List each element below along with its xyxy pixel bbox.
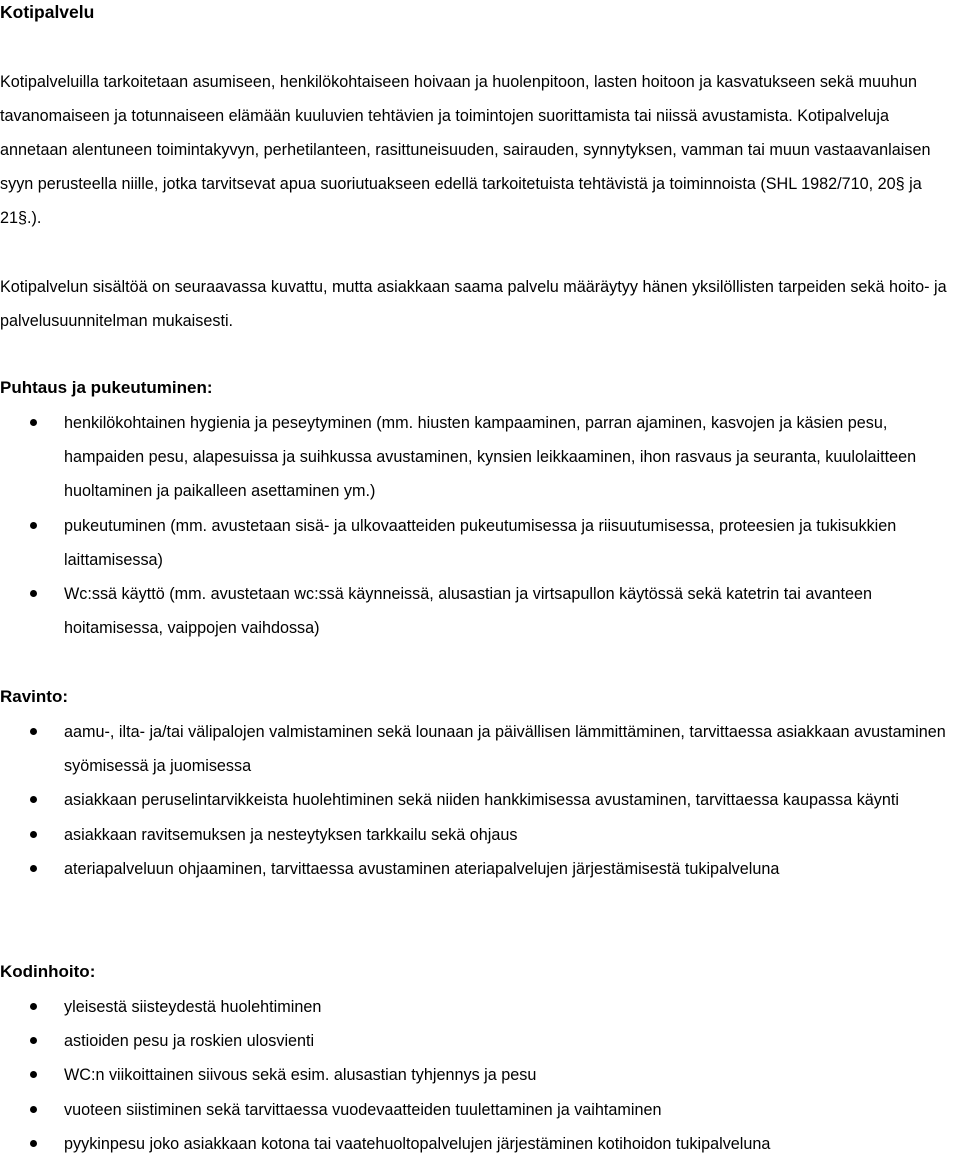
list-item: aamu-, ilta- ja/tai välipalojen valmistaminen sekä lounaan ja päivällisen lämmittäminen, tarvittaessa asiakkaan avustaminen syömisessä ja juomisessa [0,715,950,783]
bullet-icon [30,1106,37,1113]
bullet-icon [30,522,37,529]
bullet-icon [30,590,37,597]
list-item: vuoteen siistiminen sekä tarvittaessa vuodevaatteiden tuulettaminen ja vaihtaminen [0,1093,950,1127]
bullet-icon [30,1071,37,1078]
bullet-icon [30,419,37,426]
nutrition-list [0,715,950,886]
bullet-icon [30,831,37,838]
list-item: pyykinpesu joko asiakkaan kotona tai vaatehuoltopalvelujen järjestäminen kotihoidon tukipalveluna [0,1127,950,1161]
section-heading-nutrition: Ravinto: [0,687,68,706]
scope-paragraph: Kotipalvelun sisältöä on seuraavassa kuvattu, mutta asiakkaan saama palvelu määräytyy hänen yksilöllisten tarpeiden sekä hoito- ja palvelusuunnitelman mukaisesti. [0,278,947,330]
list-item: pukeutuminen (mm. avustetaan sisä- ja ulkovaatteiden pukeutumisessa ja riisuutumisessa, proteesien ja tukisukkien laittamisessa) [0,509,950,577]
list-item: astioiden pesu ja roskien ulosvienti [0,1024,950,1058]
list-item: yleisestä siisteydestä huolehtiminen [0,990,950,1024]
document-title: Kotipalvelu [0,2,95,22]
bullet-icon [30,1003,37,1010]
bullet-icon [30,728,37,735]
list-item: WC:n viikoittainen siivous sekä esim. alusastian tyhjennys ja pesu [0,1058,950,1092]
bullet-icon [30,796,37,803]
bullet-icon [30,1140,37,1147]
intro-paragraph: Kotipalveluilla tarkoitetaan asumiseen, henkilökohtaiseen hoivaan ja huolenpitoon, lasten hoitoon ja kasvatukseen sekä muuhun tavanomaiseen ja totunnaiseen elämään kuuluvien tehtävien ja toimintojen suorittamista tai niissä avustamista. Kotipalveluja annetaan alentuneen toimintakyvyn, perhetilanteen, rasittuneisuuden, sairauden, synnytyksen, vamman tai muun vastaavanlaisen syyn perusteella niille, jotka tarvitsevat apua suoriutuakseen edellä tarkoitetuista tehtävistä ja toiminnoista (SHL 1982/710, 20§ ja 21§.). [0,73,931,227]
list-item: Wc:ssä käyttö (mm. avustetaan wc:ssä käynneissä, alusastian ja virtsapullon käytössä sekä katetrin tai avanteen hoitamisessa, vaippojen vaihdossa) [0,577,950,645]
bullet-icon [30,865,37,872]
list-item: asiakkaan peruselintarvikkeista huolehtiminen sekä niiden hankkimisessa avustaminen, tarvittaessa kaupassa käynti [0,783,950,817]
hygiene-list [0,406,950,645]
bullet-icon [30,1037,37,1044]
list-item: henkilökohtainen hygienia ja peseytyminen (mm. hiusten kampaaminen, parran ajaminen, kasvojen ja käsien pesu, hampaiden pesu, alapesuissa ja suihkussa avustaminen, kynsien leikkaaminen, ihon rasvaus ja seuranta, kuulolaitteen huoltaminen ja paikalleen asettaminen ym.) [0,406,950,509]
section-heading-hygiene: Puhtaus ja pukeutuminen: [0,378,213,397]
section-heading-housekeeping: Kodinhoito: [0,962,96,981]
housekeeping-list [0,990,950,1161]
list-item: asiakkaan ravitsemuksen ja nesteytyksen tarkkailu sekä ohjaus [0,818,950,852]
list-item: ateriapalveluun ohjaaminen, tarvittaessa avustaminen ateriapalvelujen järjestämisestä tukipalveluna [0,852,950,886]
